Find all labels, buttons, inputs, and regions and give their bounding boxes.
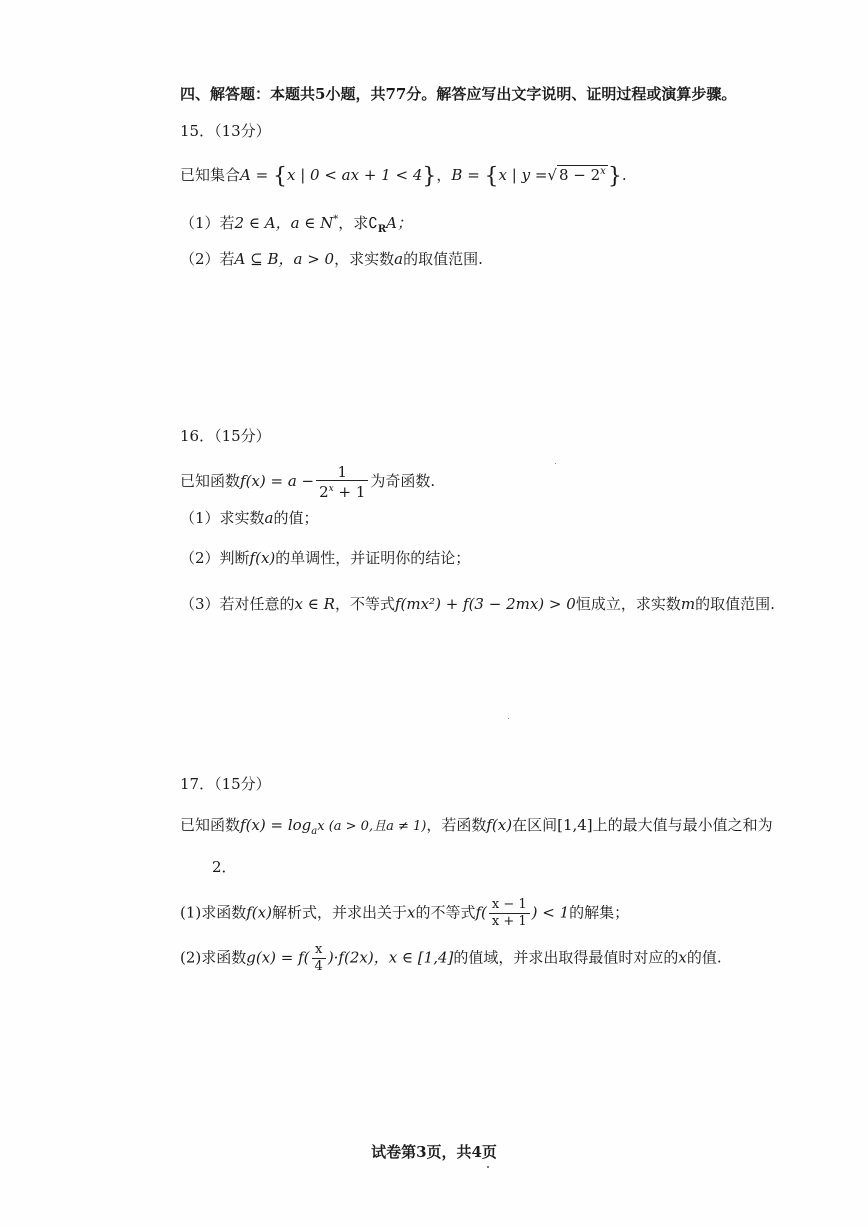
q16-part3-inequality: f(mx²) + f(3 − 2mx) > 0 bbox=[394, 595, 576, 613]
q16-stem: 已知函数f(x) = a − $\frac{1}{2^x + 1}$ 为奇函数. bbox=[180, 463, 436, 501]
q17-stem-cont: 2． bbox=[212, 858, 237, 876]
q15-part2-math: A ⊆ B，a > 0 bbox=[234, 250, 335, 268]
q17-g: g(x) = f( bbox=[246, 948, 310, 967]
q16-part2: （2）判断f(x)的单调性，并证明你的结论； bbox=[180, 549, 471, 567]
q17-part1: (1)求函数f(x)解析式，并求出关于x的不等式f( $\frac{x - 1}{x + 1}$ ) < 1的解集； bbox=[180, 897, 630, 929]
q16-part1: （1）求实数a的值； bbox=[180, 509, 319, 527]
page-footer: 试卷第3页，共4页 bbox=[371, 1143, 497, 1161]
q17-stem: 已知函数$f(x) = \log_ax$ (a > 0,且a ≠ 1)，若函数f(x)在区间[1,4]上的最大值与最小值之和为 bbox=[180, 816, 773, 837]
q15-set-b-name: B bbox=[451, 166, 463, 184]
q15-set-b-var: x bbox=[498, 166, 507, 184]
q17-fx: f(x) = log bbox=[240, 816, 312, 834]
q16-fraction: $\frac{1}{2^x + 1}$ bbox=[316, 464, 368, 500]
q15-stem: 已知集合A = {x | 0 < ax + 1 < 4}，B = {x | y =√ $8 - 2^x$}. bbox=[180, 164, 627, 189]
q15-set-b-cond: y = bbox=[521, 166, 548, 184]
q15-set-a-body: x | 0 < ax + 1 < 4 bbox=[286, 166, 423, 184]
q17-interval: [1,4] bbox=[557, 816, 593, 834]
q16-fx: f(x) = a − bbox=[240, 472, 315, 490]
q17-part2-fraction: $\frac{x}{4}$ bbox=[312, 942, 326, 975]
q15-stem-suffix: . bbox=[621, 166, 627, 184]
scan-speck bbox=[487, 1166, 489, 1168]
q16-header: 16．（15分） bbox=[180, 427, 271, 445]
q17-part1-fraction: $\frac{x - 1}{x + 1}$ bbox=[489, 897, 530, 930]
q15-set-a-name: A bbox=[240, 166, 251, 184]
complement-symbol: ∁ bbox=[368, 214, 378, 232]
q17-header: 17．（15分） bbox=[180, 775, 271, 793]
q15-part1-math: 2 ∈ A，a ∈ N bbox=[234, 214, 334, 232]
q15-header: 15．（13分） bbox=[180, 122, 271, 140]
scan-speck bbox=[508, 718, 509, 719]
q17-part2-domain: x ∈ [1,4] bbox=[388, 948, 454, 967]
q16-part3-domain: x ∈ R bbox=[294, 595, 335, 613]
scan-speck bbox=[555, 463, 556, 464]
q15-stem-prefix: 已知集合 bbox=[180, 166, 241, 184]
q15-radicand: $8 - 2^x$ bbox=[558, 166, 606, 184]
q15-part2: （2）若A ⊆ B，a > 0，求实数a的取值范围. bbox=[180, 250, 483, 268]
q15-part1: （1）若2 ∈ A，a ∈ N*，求$∁_RA$； bbox=[180, 214, 412, 235]
q17-part2: (2)求函数g(x) = f( $\frac{x}{4}$ )·f(2x)，x ∈ [1,4]的值域，并求出取得最值时对应的x的值. bbox=[180, 942, 722, 974]
q16-part3: （3）若对任意的x ∈ R，不等式f(mx²) + f(3 − 2mx) > 0恒成立，求实数m的取值范围. bbox=[180, 595, 775, 613]
section-heading: 四、解答题：本题共5小题，共77分。解答应写出文字说明、证明过程或演算步骤。 bbox=[180, 85, 737, 103]
